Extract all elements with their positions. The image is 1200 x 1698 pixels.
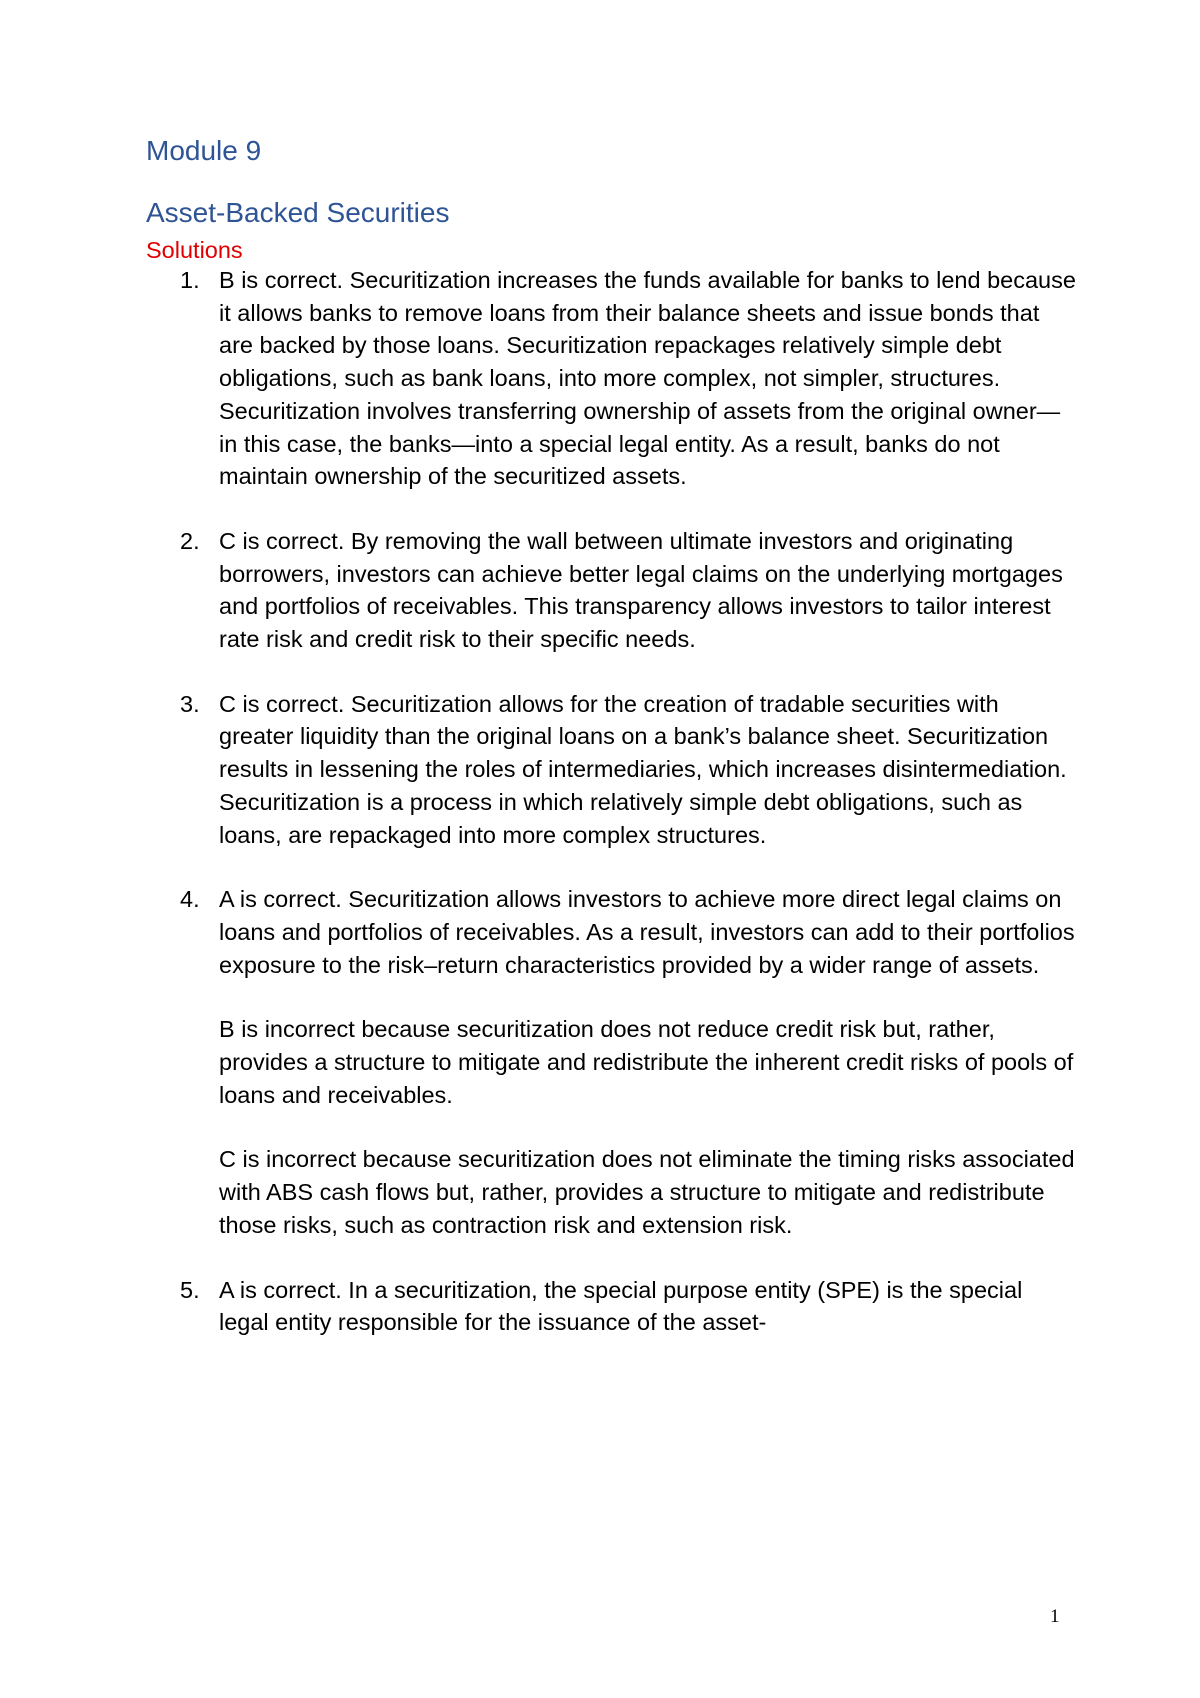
solution-paragraph: C is correct. By removing the wall between ultimate investors and originating borrowers, investors can achieve better legal claims on the underlying mortgages and portfolios of receivables. This transparency allows investors to tailor interest rate risk and credit risk to their specific needs. — [219, 527, 1063, 653]
solutions-list — [146, 264, 1076, 1371]
solution-number: 3. — [180, 690, 200, 717]
solution-paragraph: C is incorrect because securitization does not eliminate the timing risks associated with ABS cash flows but, rather, provides a structure to mitigate and redistribute those risks, such as contraction risk and extension risk. — [219, 1146, 1075, 1238]
solution-item-1 — [146, 264, 1076, 493]
page-number: 1 — [1050, 1606, 1060, 1627]
solution-paragraph: B is incorrect because securitization does not reduce credit risk but, rather, provides a structure to mitigate and redistribute the inherent credit risks of pools of loans and receivables. — [219, 1016, 1074, 1108]
solution-item-3 — [146, 688, 1076, 852]
solution-number: 2. — [180, 527, 200, 554]
solution-paragraph: A is correct. Securitization allows investors to achieve more direct legal claims on loans and portfolios of receivables. As a result, investors can add to their portfolios exposure to the risk–return characteristics provided by a wider range of assets. — [219, 886, 1075, 978]
solution-number: 5. — [180, 1276, 200, 1303]
solutions-heading: Solutions — [146, 237, 243, 263]
solution-item-5 — [146, 1274, 1076, 1339]
solution-paragraph: A is correct. In a securitization, the special purpose entity (SPE) is the special legal entity responsible for the issuance of the asset- — [219, 1276, 1023, 1336]
solution-paragraph: B is correct. Securitization increases the funds available for banks to lend because it allows banks to remove loans from their balance sheets and issue bonds that are backed by those loans. Securitization repackages relatively simple debt obligations, such as bank loans, into more complex, not simpler, structures. Securitization involves transferring ownership of assets from the original owner—in this case, the banks—into a special legal entity. As a result, banks do not maintain ownership of the securitized assets. — [219, 267, 1076, 490]
solution-item-4 — [146, 883, 1076, 1241]
solution-number: 1. — [180, 267, 200, 293]
solution-paragraph: C is correct. Securitization allows for the creation of tradable securities with greater liquidity than the original loans on a bank’s balance sheet. Securitization results in lessening the roles of intermediaries, which increases disintermediation. Securitization is a process in which relatively simple debt obligations, such as loans, are repackaged into more complex structures. — [219, 690, 1067, 848]
solution-number: 4. — [180, 886, 200, 913]
module-title: Module 9 — [146, 135, 262, 166]
document-title: Asset-Backed Securities — [146, 197, 450, 228]
solution-item-2 — [146, 525, 1076, 656]
